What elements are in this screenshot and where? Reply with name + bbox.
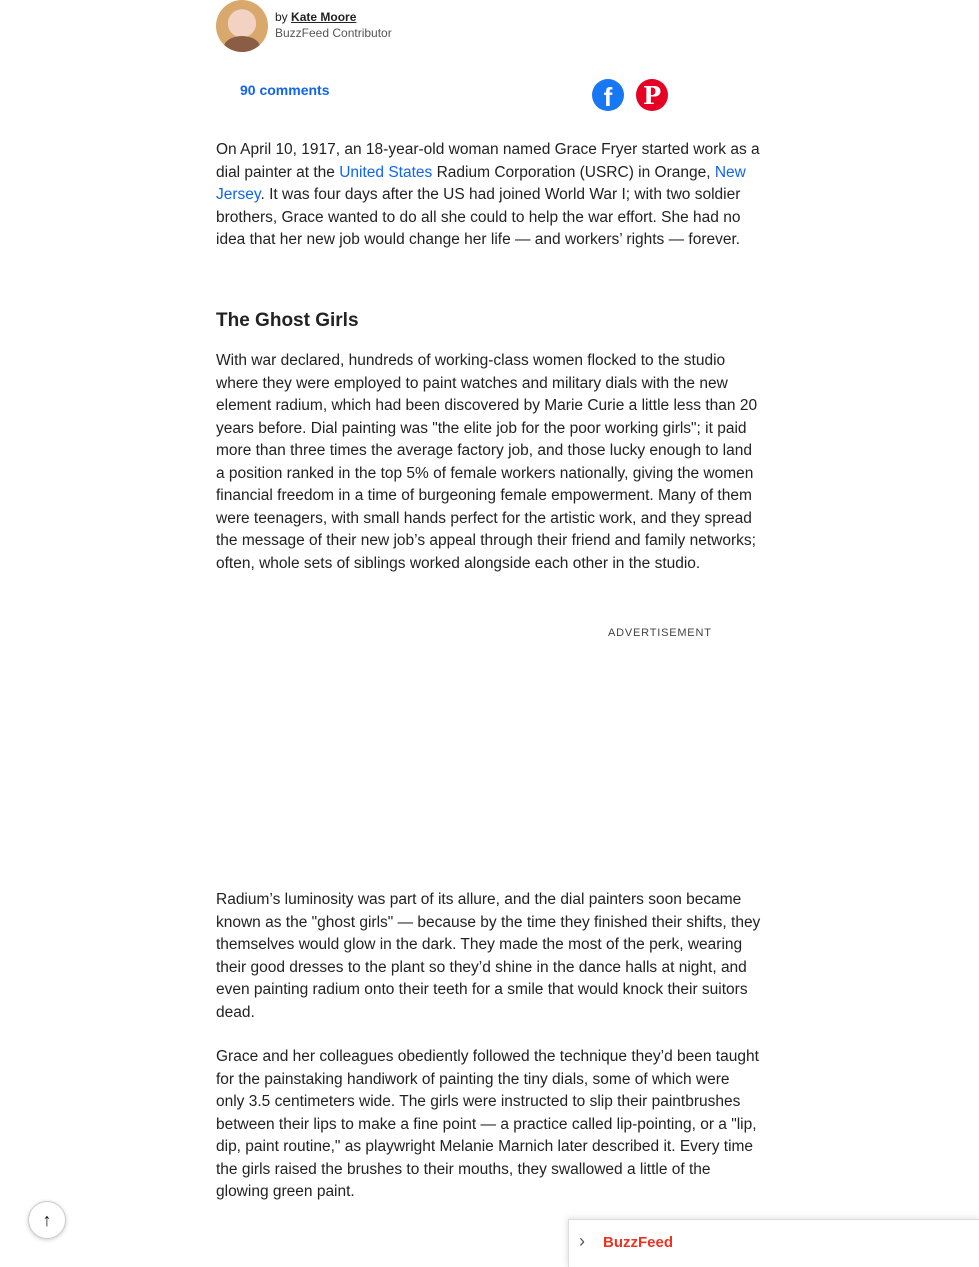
united-states-link[interactable]: United States — [339, 163, 433, 181]
author-avatar[interactable] — [216, 0, 268, 52]
chevron-right-icon[interactable]: › — [579, 1231, 585, 1251]
author-role: BuzzFeed Contributor — [275, 26, 392, 40]
byline-text — [275, 10, 356, 24]
scroll-to-top-button[interactable] — [28, 1201, 66, 1239]
byline-prefix: by — [275, 10, 288, 24]
author-link[interactable]: Kate Moore — [291, 10, 357, 24]
intro-text-3: . It was four days after the US had joined World War I; with two soldier brothers, Grace wanted to do all she could to help the war effort. She had no idea that her new job would change her life — and workers’ rights — forever. — [216, 186, 741, 248]
buzzfeed-bottom-bar[interactable] — [568, 1219, 979, 1267]
facebook-share-icon[interactable]: f — [592, 79, 624, 111]
advertisement-slot[interactable] — [216, 645, 762, 875]
comments-link[interactable]: 90 comments — [240, 82, 330, 98]
new-jersey-link[interactable]: New Jersey — [216, 163, 746, 203]
section-heading: The Ghost Girls — [216, 310, 359, 331]
article-paragraph-3: Grace and her colleagues obediently followed the technique they’d been taught for the painstaking handiwork of painting the tiny dials, some of which were only 3.5 centimeters wide. The girls were instructed to slip their paintbrushes between their lips to make a fine point — a practice called lip-pointing, or a "lip, dip, paint routine," as playwright Melanie Marnich later described it. Every time the girls raised the brushes to their mouths, they swallowed a little of the glowing green paint. — [216, 1048, 759, 1200]
pinterest-share-icon[interactable]: P — [636, 79, 668, 111]
buzzfeed-logo[interactable]: BuzzFeed — [603, 1234, 674, 1251]
article-intro-paragraph — [216, 139, 762, 252]
article-paragraph-2: Radium’s luminosity was part of its allure, and the dial painters soon became known as the "ghost girls" — because by the time they finished their shifts, they themselves would glow in the dark. They made the most of the perk, wearing their good dresses to the plant so they’d shine in the dance halls at night, and even painting radium onto their teeth for a smile that would knock their suitors dead. — [216, 891, 761, 1021]
advertisement-label: ADVERTISEMENT — [608, 627, 712, 639]
intro-text-1: On April 10, 1917, an 18-year-old woman named Grace Fryer started work as a dial painter at the — [216, 141, 760, 181]
intro-text-2: Radium Corporation (USRC) in Orange, — [432, 163, 715, 181]
article-paragraph-1: With war declared, hundreds of working-class women flocked to the studio where they were employed to paint watches and military dials with the new element radium, which had been discovered by Marie Curie a little less than 20 years before. Dial painting was "the elite job for the poor working girls"; it paid more than three times the average factory job, and those lucky enough to land a position ranked in the top 5% of female workers nationally, giving the women financial freedom in a time of burgeoning female empowerment. Many of them were teenagers, with small hands perfect for the artistic work, and they spread the message of their new job’s appeal through their friend and family networks; often, whole sets of siblings worked alongside each other in the studio. — [216, 352, 758, 572]
arrow-up-icon: ↑ — [42, 1210, 52, 1230]
